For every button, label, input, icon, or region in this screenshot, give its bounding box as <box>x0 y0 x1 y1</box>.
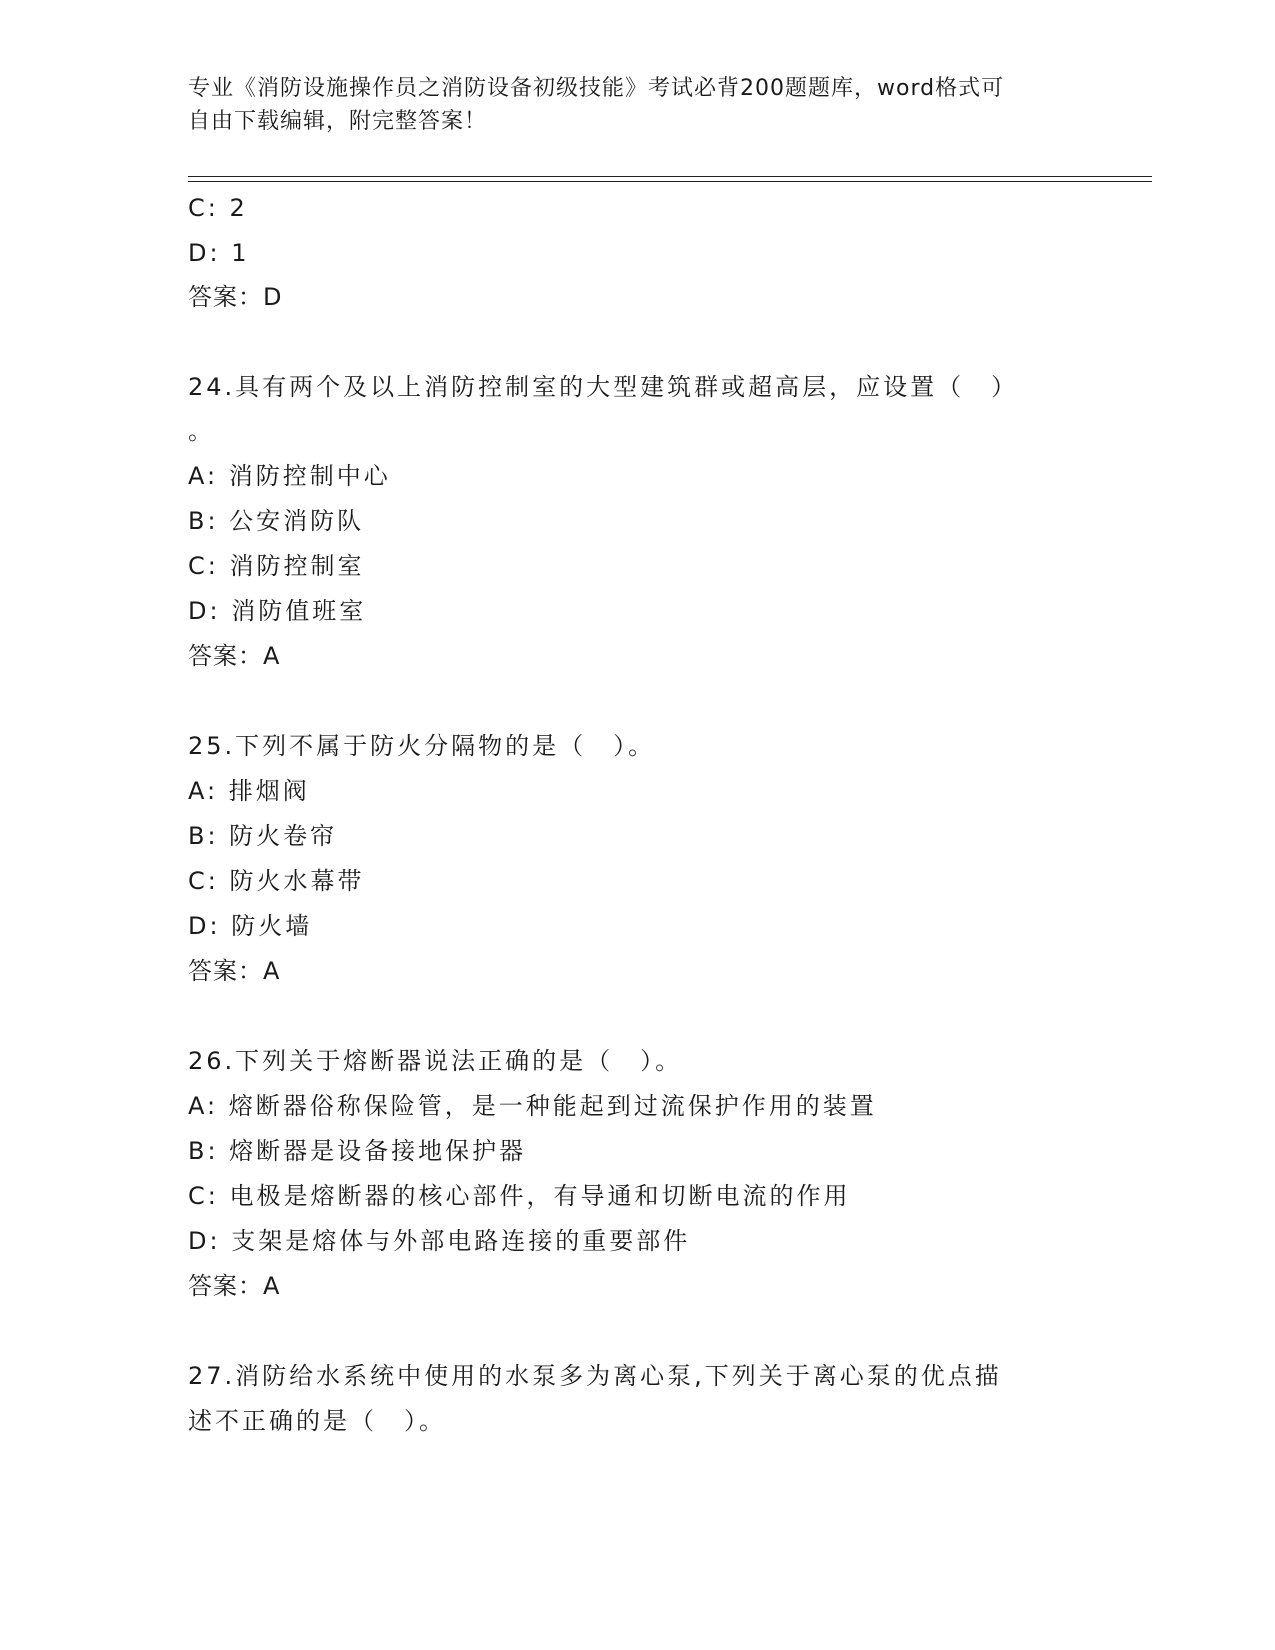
q27-stem-line-2: 述不正确的是（ ）。 <box>188 1407 446 1435</box>
prev-option-d: D: 1 <box>188 239 250 267</box>
document-header <box>188 72 1068 138</box>
q26-option-d: D: 支架是熔体与外部电路连接的重要部件 <box>188 1227 691 1255</box>
header-line-2: 自由下载编辑，附完整答案！ <box>188 109 488 134</box>
q24-option-b: B: 公安消防队 <box>188 507 365 535</box>
q26-option-a: A: 熔断器俗称保险管，是一种能起到过流保护作用的装置 <box>188 1092 877 1120</box>
q24-option-c: C: 消防控制室 <box>188 552 365 580</box>
q25-stem: 25.下列不属于防火分隔物的是（ ）。 <box>188 732 656 760</box>
header-divider-top <box>188 176 1152 177</box>
q25-option-a: A: 排烟阀 <box>188 777 310 805</box>
prev-answer: 答案：D <box>188 283 283 311</box>
q25-option-d: D: 防火墙 <box>188 912 313 940</box>
q24-stem-line-1: 24.具有两个及以上消防控制室的大型建筑群或超高层，应设置（ ） <box>188 373 1019 401</box>
q24-answer: 答案：A <box>188 642 281 670</box>
q26-answer: 答案：A <box>188 1272 281 1300</box>
q26-option-b: B: 熔断器是设备接地保护器 <box>188 1137 527 1165</box>
header-line-1: 专业《消防设施操作员之消防设备初级技能》考试必背200题题库，word格式可 <box>188 76 1005 101</box>
q25-option-c: C: 防火水幕带 <box>188 867 365 895</box>
q26-stem: 26.下列关于熔断器说法正确的是（ ）。 <box>188 1047 683 1075</box>
q25-option-b: B: 防火卷帘 <box>188 822 338 850</box>
q24-option-d: D: 消防值班室 <box>188 597 367 625</box>
header-divider-bottom <box>188 181 1152 182</box>
prev-option-c: C: 2 <box>188 194 248 222</box>
q26-option-c: C: 电极是熔断器的核心部件，有导通和切断电流的作用 <box>188 1182 851 1210</box>
q25-answer: 答案：A <box>188 957 281 985</box>
q24-stem-line-2: 。 <box>188 417 215 445</box>
q24-option-a: A: 消防控制中心 <box>188 462 391 490</box>
q27-stem-line-1: 27.消防给水系统中使用的水泵多为离心泵,下列关于离心泵的优点描 <box>188 1362 1002 1390</box>
